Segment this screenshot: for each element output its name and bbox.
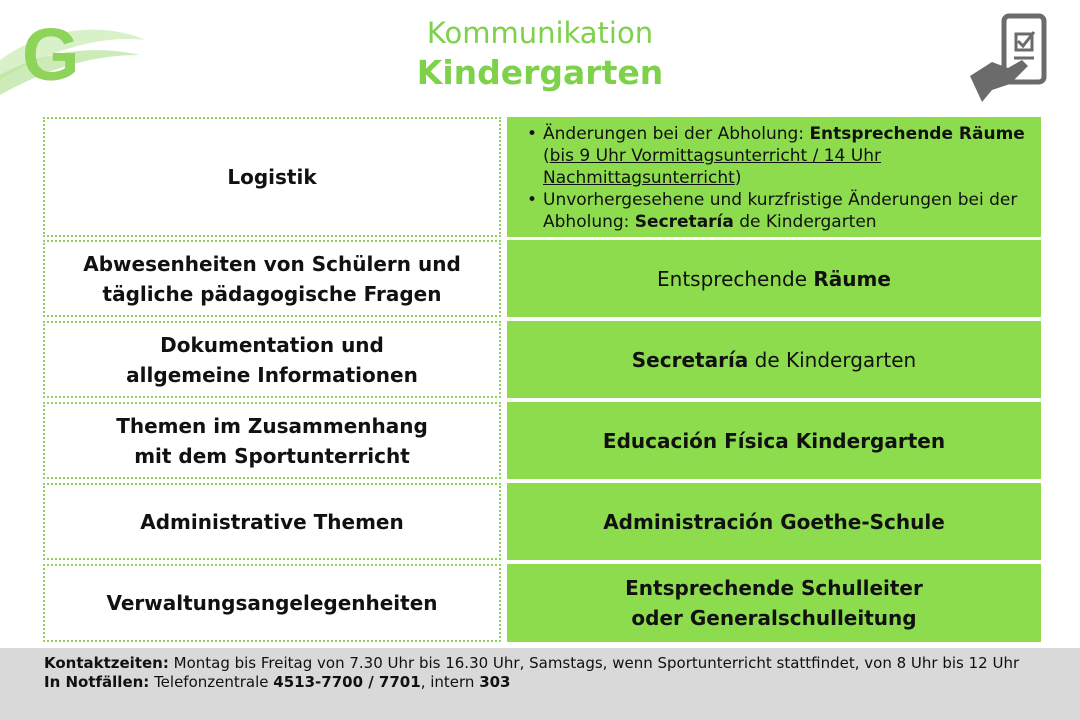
bullet-bold-text: Entsprechende Räume [809,124,1025,144]
contact-text: Entsprechende [657,266,814,291]
topic-cell [43,117,501,237]
emergency-number: 4513-7700 / 7701 [273,673,421,691]
contact-bold-text: oder Generalschulleitung [631,606,917,630]
page-header [0,14,1080,94]
contact-text: de Kindergarten [748,347,917,372]
page-subtitle: Kommunikation [426,16,654,50]
contact-bold-text: Secretaría [631,347,749,372]
list-item [517,189,1035,233]
hours-label: Kontaktzeiten: [44,654,169,672]
contact-footer [0,648,1080,720]
contact-bold-text: Administración Goethe-Schule [603,509,945,534]
table-row [43,117,1041,237]
emergency-text: Telefonzentrale [149,673,274,691]
topic-label: Abwesenheiten von Schülern und [83,251,461,276]
bullet-text: Unvorhergesehene und kurzfristige Änderungen bei der Abholung: [543,190,1018,232]
logo-letter: G [22,13,80,96]
contact-cell [507,321,1041,398]
page-title: Kindergarten [416,53,664,92]
hours-text: Montag bis Freitag von 7.30 Uhr bis 16.30 Uhr, Samstags, wenn Sportunterricht stattfindet, von 8 Uhr bis 12 Uhr [168,654,1020,672]
topic-label: mit dem Sportunterricht [134,443,410,468]
topic-label: Verwaltungsangelegenheiten [106,591,438,615]
table-row [43,402,1041,479]
contact-bold-text: Educación Física Kindergarten [602,428,946,453]
topic-label: Dokumentation und [160,332,384,357]
table-row [43,240,1041,317]
table-row [43,483,1041,560]
table-row [43,321,1041,398]
contact-cell [507,564,1041,642]
bullet-bold-text: Secretaría [634,212,734,232]
topic-label: Logistik [227,165,317,189]
contact-cell [507,240,1041,317]
topic-label: Administrative Themen [140,509,404,534]
bullet-text: Änderungen bei der Abholung: [543,124,810,144]
contact-hours [44,654,1036,673]
contact-bold-text: Räume [813,266,891,291]
bullet-text: de Kindergarten [733,212,877,232]
topic-cell [43,321,501,398]
emergency-info [44,673,1036,692]
contact-cell [507,402,1041,479]
topic-cell [43,402,501,479]
contact-cell [507,117,1041,237]
emergency-text: , intern [420,673,480,691]
phone-checklist-icon [962,10,1062,110]
topic-label: tägliche pädagogische Fragen [102,281,442,306]
topic-cell [43,240,501,317]
topic-cell [43,483,501,560]
bullet-text: ( [543,146,550,166]
topic-label: Themen im Zusammenhang [116,413,428,438]
emergency-label: In Notfällen: [44,673,150,691]
list-item [517,123,1035,189]
topic-label: allgemeine Informationen [126,362,418,387]
emergency-extension: 303 [479,673,511,691]
schedule-link[interactable]: bis 9 Uhr Vormittagsunterricht / 14 Uhr Nachmittagsunterricht [543,146,881,188]
contact-cell [507,483,1041,560]
logistics-list [517,123,1035,233]
bullet-text: ) [734,168,742,188]
contact-bold-text: Entsprechende Schulleiter [625,576,923,600]
table-row [43,564,1041,642]
topic-cell [43,564,501,642]
